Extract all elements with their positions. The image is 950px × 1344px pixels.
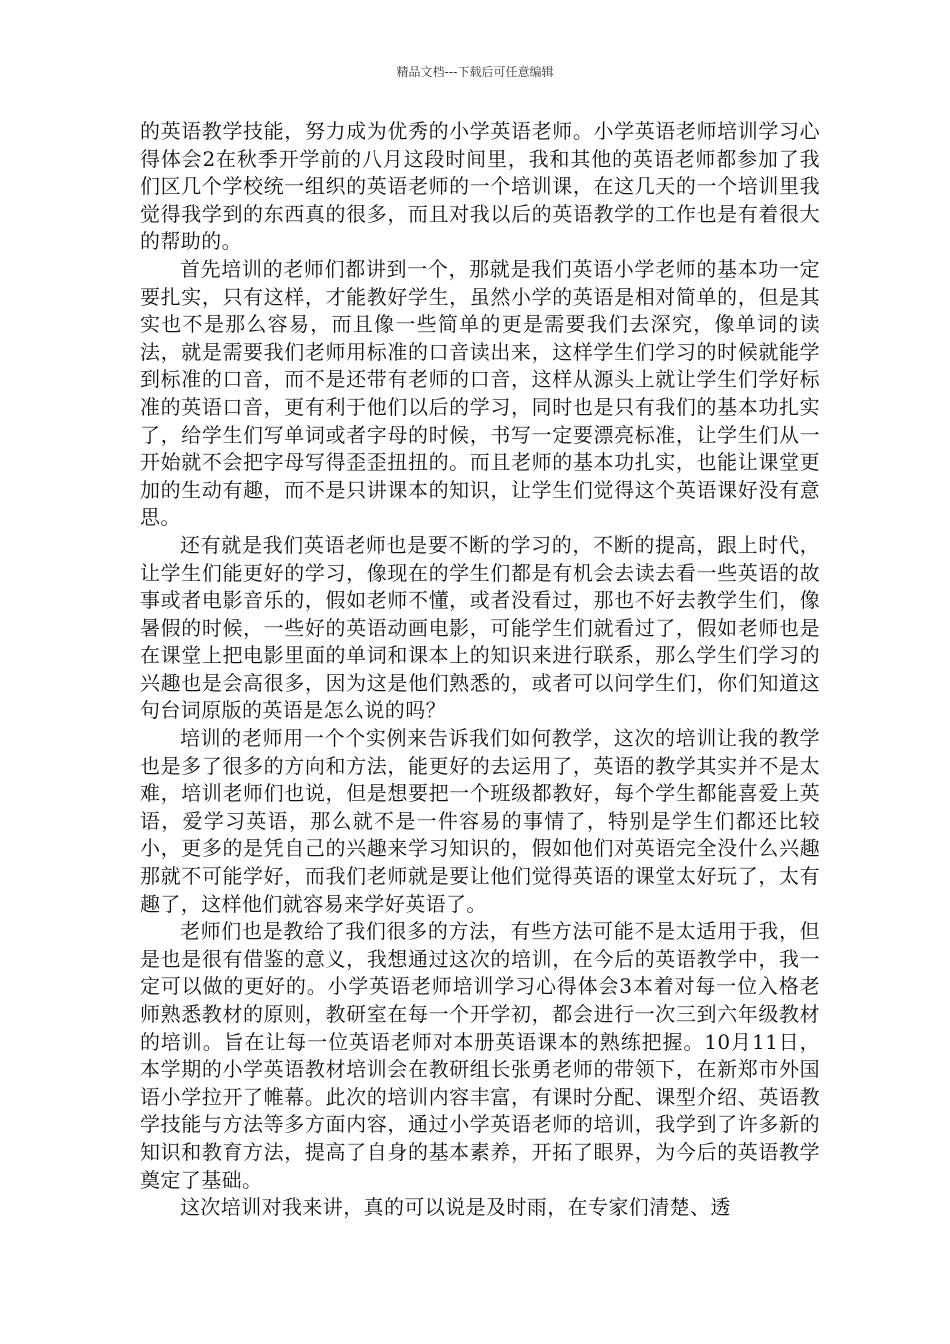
paragraph: 培训的老师用一个个实例来告诉我们如何教学，这次的培训让我的教学也是多了很多的方向和方法，能更好的去运用了，英语的教学其实并不是太难，培训老师们也说，但是想要把一个班级都教好，每个学生都能喜爱上英语，爱学习英语，那么就不是一件容易的事情了，特别是学生们都还比较小，更多的是凭自己的兴趣来学习知识的，假如他们对英语完全没什么兴趣那就不可能学好，而我们老师就是要让他们觉得英语的课堂太好玩了，太有趣了，这样他们就容易来学好英语了。 xyxy=(140,726,820,916)
paragraph: 还有就是我们英语老师也是要不断的学习的，不断的提高，跟上时代，让学生们能更好的学习，像现在的学生们都是有机会去读去看一些英语的故事或者电影音乐的，假如老师不懂，或者没看过，那也不好去教学生们，像暑假的时候，一些好的英语动画电影，可能学生们就看过了，假如老师也是在课堂上把电影里面的单词和课本上的知识来进行联系，那么学生们学习的兴趣也是会高很多，因为这是他们熟悉的，或者可以问学生们，你们知道这句台词原版的英语是怎么说的吗？ xyxy=(140,532,820,723)
paragraph: 这次培训对我来讲，真的可以说是及时雨，在专家们清楚、透 xyxy=(180,1195,731,1220)
document-body xyxy=(140,118,820,1222)
paragraph: 老师们也是教给了我们很多的方法，有些方法可能不是太适用于我，但是也是很有借鉴的意义，我想通过这次的培训，在今后的英语教学中，我一定可以做的更好的。小学英语老师培训学习心得体会3本着对每一位入格老师熟悉教材的原则，教研室在每一个开学初，都会进行一次三到六年级教材的培训。旨在让每一位英语老师对本册英语课本的熟练把握。10月11日，本学期的小学英语教材培训会在教研组长张勇老师的带领下，在新郑市外国语小学拉开了帷幕。此次的培训内容丰富，有课时分配、课型介绍、英语教学技能与方法等多方面内容，通过小学英语老师的培训，我学到了许多新的知识和教育方法，提高了自身的基本素养，开拓了眼界，为今后的英语教学奠定了基础。 xyxy=(140,919,820,1192)
page-header: 精品文档---下载后可任意编辑 xyxy=(396,65,554,79)
paragraph: 的英语教学技能，努力成为优秀的小学英语老师。小学英语老师培训学习心得体会2在秋季开学前的八月这段时间里，我和其他的英语老师都参加了我们区几个学校统一组织的英语老师的一个培训课，在这几天的一个培训里我觉得我学到的东西真的很多，而且对我以后的英语教学的工作也是有着很大的帮助的。 xyxy=(140,119,820,254)
paragraph: 首先培训的老师们都讲到一个，那就是我们英语小学老师的基本功一定要扎实，只有这样，才能教好学生，虽然小学的英语是相对简单的，但是其实也不是那么容易，而且像一些简单的更是需要我们去深究，像单词的读法，就是需要我们老师用标准的口音读出来，这样学生们学习的时候就能学到标准的口音，而不是还带有老师的口音，这样从源头上就让学生们学好标准的英语口音，更有利于他们以后的学习，同时也是只有我们的基本功扎实了，给学生们写单词或者字母的时候，书写一定要漂亮标准，让学生们从一开始就不会把字母写得歪歪扭扭的。而且老师的基本功扎实，也能让课堂更加的生动有趣，而不是只讲课本的知识，让学生们觉得这个英语课好没有意思。 xyxy=(140,256,820,530)
